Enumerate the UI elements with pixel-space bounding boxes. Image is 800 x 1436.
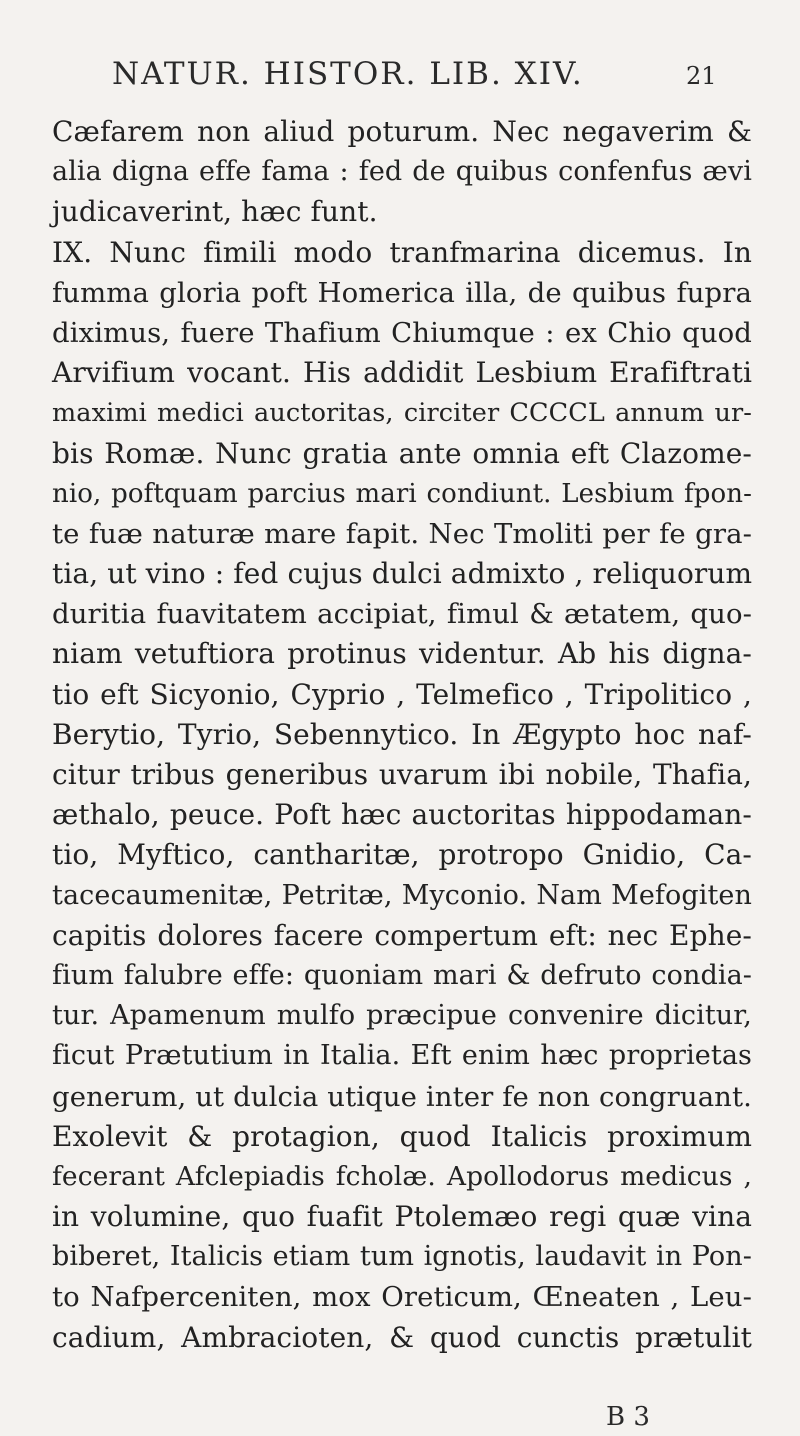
text-line: maximi medici auctoritas, circiter CCCCL annum ur- — [52, 398, 752, 429]
catchword-signature: B 3 — [606, 1402, 650, 1432]
text-line: Arvifium vocant. His addidit Lesbium Erafiftrati — [52, 356, 752, 390]
text-line: tacecaumenitæ, Petritæ, Myconio. Nam Mefogiten — [52, 879, 752, 911]
text-line: bis Romæ. Nunc gratia ante omnia eft Clazome- — [52, 436, 752, 470]
text-line: tio, Myftico, cantharitæ, protropo Gnidio, Ca- — [52, 838, 752, 872]
text-line: duritia fuavitatem accipiat, fimul & ætatem, quo- — [52, 598, 752, 631]
text-line: ficut Prætutium in Italia. Eft enim hæc proprietas — [52, 1040, 752, 1072]
running-title: NATUR. HISTOR. LIB. XIV. — [112, 56, 584, 92]
text-line: to Nafperceniten, mox Oreticum, Œneaten , Leu- — [52, 1281, 752, 1314]
text-line: IX. Nunc fimili modo tranfmarina dicemus. In — [52, 235, 752, 269]
text-line: fecerant Afclepiadis fcholæ. Apollodorus medicus , — [52, 1160, 752, 1192]
text-line: generum, ut dulcia utique inter fe non congruant. — [52, 1080, 752, 1113]
text-line: Berytio, Tyrio, Sebennytico. In Ægypto hoc naf- — [52, 717, 752, 751]
text-line: tia, ut vino : fed cujus dulci admixto , reliquorum — [52, 557, 753, 591]
text-line: Exolevit & protagion, quod Italicis proximum — [52, 1119, 752, 1153]
text-line: judicaverint, hæc funt. — [52, 195, 378, 229]
text-line: tio eft Sicyonio, Cyprio , Telmefico , Tripolitico , — [52, 677, 752, 711]
text-line: fium falubre effe: quoniam mari & defruto condia- — [52, 959, 752, 991]
text-line: diximus, fuere Thafium Chiumque : ex Chio quod — [52, 316, 752, 349]
text-line: cadium, Ambracioten, & quod cunctis prætulit — [52, 1320, 752, 1354]
text-line: capitis dolores facere compertum eft: nec Ephe- — [52, 918, 752, 952]
text-line: tur. Apamenum mulfo præcipue convenire dicitur, — [52, 1000, 752, 1032]
text-line: æthalo, peuce. Poft hæc auctoritas hippodaman- — [52, 798, 752, 832]
text-line: biberet, Italicis etiam tum ignotis, laudavit in Pon- — [52, 1241, 752, 1273]
text-line: citur tribus generibus uvarum ibi nobile, Thafia, — [52, 758, 752, 791]
text-line: te fuæ naturæ mare fapit. Nec Tmoliti per fe gra- — [52, 517, 752, 550]
text-line: niam vetuftiora protinus videntur. Ab his digna- — [52, 637, 752, 671]
text-line: nio, poftquam parcius mari condiunt. Lesbium fpon- — [52, 478, 752, 509]
text-line: alia digna effe fama : fed de quibus confenfus ævi — [52, 156, 752, 188]
text-line: fumma gloria poft Homerica illa, de quibus fupra — [52, 276, 752, 309]
page-header — [0, 56, 800, 96]
body-text — [52, 112, 752, 1358]
text-line: Cæfarem non aliud poturum. Nec negaverim & — [52, 115, 752, 148]
text-line: in volumine, quo fuafit Ptolemæo regi quæ vina — [52, 1200, 752, 1234]
page-number: 21 — [686, 62, 717, 90]
